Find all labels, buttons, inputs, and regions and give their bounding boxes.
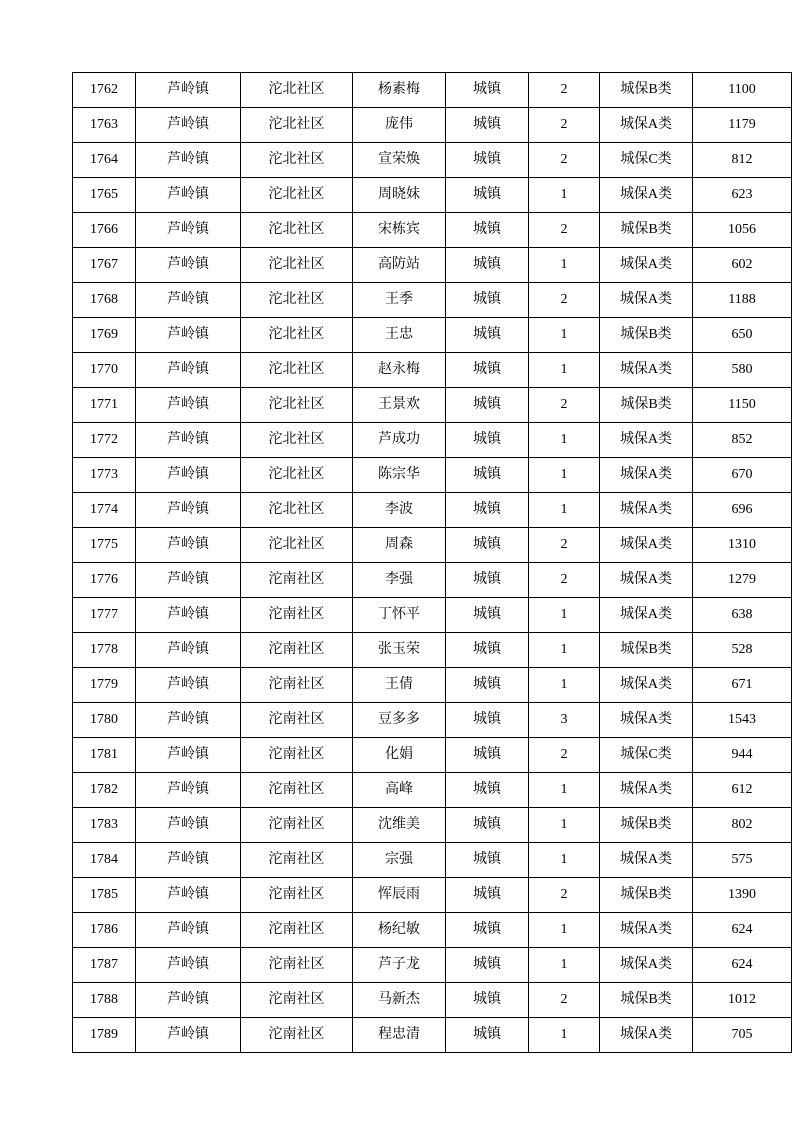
- table-cell: 802: [693, 808, 792, 843]
- table-row: [73, 248, 792, 283]
- table-cell: 城保A类: [600, 913, 693, 948]
- table-cell: 1781: [73, 738, 136, 773]
- table-row: [73, 108, 792, 143]
- table-cell: 696: [693, 493, 792, 528]
- table-cell: 2: [529, 143, 600, 178]
- beneficiary-table: [72, 72, 792, 1053]
- table-row: [73, 913, 792, 948]
- table-cell: 1056: [693, 213, 792, 248]
- table-cell: 城镇: [446, 493, 529, 528]
- table-cell: 1: [529, 248, 600, 283]
- table-row: [73, 668, 792, 703]
- table-cell: 城镇: [446, 73, 529, 108]
- table-cell: 芦岭镇: [136, 493, 241, 528]
- table-cell: 沈维美: [353, 808, 446, 843]
- table-cell: 城保B类: [600, 983, 693, 1018]
- table-cell: 芦岭镇: [136, 388, 241, 423]
- table-cell: 恽辰雨: [353, 878, 446, 913]
- table-cell: 城镇: [446, 283, 529, 318]
- table-cell: 城镇: [446, 703, 529, 738]
- table-cell: 1012: [693, 983, 792, 1018]
- table-cell: 城镇: [446, 1018, 529, 1053]
- table-cell: 1: [529, 598, 600, 633]
- table-cell: 1: [529, 178, 600, 213]
- table-cell: 1779: [73, 668, 136, 703]
- table-cell: 李强: [353, 563, 446, 598]
- table-cell: 沱南社区: [241, 878, 353, 913]
- table-cell: 2: [529, 73, 600, 108]
- table-cell: 沱北社区: [241, 143, 353, 178]
- table-cell: 1769: [73, 318, 136, 353]
- table-row: [73, 493, 792, 528]
- table-cell: 沱南社区: [241, 913, 353, 948]
- table-cell: 1100: [693, 73, 792, 108]
- table-cell: 1310: [693, 528, 792, 563]
- table-row: [73, 948, 792, 983]
- table-row: [73, 983, 792, 1018]
- table-cell: 城镇: [446, 948, 529, 983]
- table-cell: 城保B类: [600, 878, 693, 913]
- table-cell: 1787: [73, 948, 136, 983]
- table-cell: 城保A类: [600, 948, 693, 983]
- table-row: [73, 353, 792, 388]
- table-cell: 赵永梅: [353, 353, 446, 388]
- table-cell: 芦岭镇: [136, 528, 241, 563]
- table-cell: 沱南社区: [241, 563, 353, 598]
- table-cell: 1780: [73, 703, 136, 738]
- table-row: [73, 878, 792, 913]
- table-cell: 城镇: [446, 598, 529, 633]
- table-cell: 陈宗华: [353, 458, 446, 493]
- table-cell: 芦岭镇: [136, 423, 241, 458]
- table-cell: 1188: [693, 283, 792, 318]
- table-cell: 1765: [73, 178, 136, 213]
- table-cell: 城镇: [446, 773, 529, 808]
- table-cell: 芦岭镇: [136, 178, 241, 213]
- table-cell: 芦岭镇: [136, 738, 241, 773]
- table-cell: 城镇: [446, 738, 529, 773]
- table-cell: 芦岭镇: [136, 458, 241, 493]
- table-row: [73, 773, 792, 808]
- table-cell: 沱北社区: [241, 493, 353, 528]
- table-cell: 1179: [693, 108, 792, 143]
- table-row: [73, 738, 792, 773]
- table-cell: 沱北社区: [241, 178, 353, 213]
- table-cell: 城保B类: [600, 73, 693, 108]
- table-cell: 852: [693, 423, 792, 458]
- table-cell: 城镇: [446, 633, 529, 668]
- table-cell: 沱南社区: [241, 773, 353, 808]
- table-cell: 高防站: [353, 248, 446, 283]
- table-cell: 城保A类: [600, 178, 693, 213]
- table-cell: 城保A类: [600, 248, 693, 283]
- table-cell: 城保A类: [600, 423, 693, 458]
- table-cell: 城镇: [446, 843, 529, 878]
- table-cell: 沱南社区: [241, 983, 353, 1018]
- table-cell: 沱北社区: [241, 423, 353, 458]
- table-cell: 城镇: [446, 808, 529, 843]
- table-row: [73, 563, 792, 598]
- table-cell: 城保A类: [600, 773, 693, 808]
- table-cell: 芦岭镇: [136, 598, 241, 633]
- table-cell: 1: [529, 913, 600, 948]
- table-cell: 1777: [73, 598, 136, 633]
- table-cell: 671: [693, 668, 792, 703]
- table-cell: 1: [529, 423, 600, 458]
- table-cell: 2: [529, 738, 600, 773]
- table-cell: 程忠清: [353, 1018, 446, 1053]
- table-cell: 580: [693, 353, 792, 388]
- table-cell: 芦岭镇: [136, 773, 241, 808]
- table-cell: 1784: [73, 843, 136, 878]
- table-cell: 城镇: [446, 213, 529, 248]
- table-cell: 宗强: [353, 843, 446, 878]
- table-cell: 1: [529, 843, 600, 878]
- table-cell: 城保A类: [600, 598, 693, 633]
- table-cell: 沱北社区: [241, 283, 353, 318]
- table-cell: 城镇: [446, 318, 529, 353]
- table-cell: 705: [693, 1018, 792, 1053]
- table-cell: 沱南社区: [241, 738, 353, 773]
- table-cell: 城镇: [446, 563, 529, 598]
- table-cell: 芦岭镇: [136, 213, 241, 248]
- table-cell: 1279: [693, 563, 792, 598]
- table-cell: 沱北社区: [241, 318, 353, 353]
- table-cell: 1770: [73, 353, 136, 388]
- table-cell: 芦岭镇: [136, 353, 241, 388]
- table-cell: 芦岭镇: [136, 248, 241, 283]
- table-cell: 670: [693, 458, 792, 493]
- table-cell: 马新杰: [353, 983, 446, 1018]
- table-cell: 城保C类: [600, 143, 693, 178]
- table-cell: 沱南社区: [241, 598, 353, 633]
- table-cell: 芦成功: [353, 423, 446, 458]
- table-cell: 芦岭镇: [136, 633, 241, 668]
- table-cell: 2: [529, 283, 600, 318]
- table-row: [73, 703, 792, 738]
- table-cell: 沱北社区: [241, 73, 353, 108]
- table-cell: 612: [693, 773, 792, 808]
- table-cell: 1771: [73, 388, 136, 423]
- table-cell: 芦岭镇: [136, 668, 241, 703]
- table-cell: 王倩: [353, 668, 446, 703]
- table-cell: 芦岭镇: [136, 703, 241, 738]
- table-cell: 1: [529, 458, 600, 493]
- table-cell: 沱北社区: [241, 528, 353, 563]
- table-cell: 芦岭镇: [136, 878, 241, 913]
- table-cell: 城保A类: [600, 1018, 693, 1053]
- table-row: [73, 423, 792, 458]
- table-cell: 沱北社区: [241, 388, 353, 423]
- table-cell: 芦岭镇: [136, 1018, 241, 1053]
- table-cell: 1543: [693, 703, 792, 738]
- table-cell: 城保B类: [600, 388, 693, 423]
- table-cell: 芦岭镇: [136, 563, 241, 598]
- table-cell: 1772: [73, 423, 136, 458]
- table-cell: 1: [529, 808, 600, 843]
- table-cell: 城镇: [446, 178, 529, 213]
- table-cell: 沱南社区: [241, 633, 353, 668]
- table-cell: 周森: [353, 528, 446, 563]
- table-row: [73, 143, 792, 178]
- table-row: [73, 633, 792, 668]
- table-cell: 沱北社区: [241, 213, 353, 248]
- table-cell: 3: [529, 703, 600, 738]
- table-row: [73, 388, 792, 423]
- table-cell: 1767: [73, 248, 136, 283]
- table-cell: 1766: [73, 213, 136, 248]
- table-cell: 沱南社区: [241, 668, 353, 703]
- table-row: [73, 318, 792, 353]
- table-cell: 化娟: [353, 738, 446, 773]
- table-cell: 1768: [73, 283, 136, 318]
- table-row: [73, 73, 792, 108]
- table-cell: 1: [529, 668, 600, 703]
- table-cell: 芦岭镇: [136, 283, 241, 318]
- table-cell: 1774: [73, 493, 136, 528]
- table-cell: 1: [529, 948, 600, 983]
- table-cell: 1762: [73, 73, 136, 108]
- table-cell: 张玉荣: [353, 633, 446, 668]
- table-cell: 650: [693, 318, 792, 353]
- table-cell: 城保C类: [600, 738, 693, 773]
- table-cell: 城镇: [446, 108, 529, 143]
- table-cell: 575: [693, 843, 792, 878]
- table-cell: 624: [693, 948, 792, 983]
- table-cell: 芦岭镇: [136, 318, 241, 353]
- table-cell: 2: [529, 388, 600, 423]
- table-cell: 城镇: [446, 423, 529, 458]
- table-row: [73, 808, 792, 843]
- table-cell: 城保A类: [600, 843, 693, 878]
- table-cell: 城保A类: [600, 458, 693, 493]
- table-cell: 623: [693, 178, 792, 213]
- table-cell: 1763: [73, 108, 136, 143]
- table-cell: 624: [693, 913, 792, 948]
- table-cell: 沱北社区: [241, 248, 353, 283]
- table-cell: 1778: [73, 633, 136, 668]
- table-row: [73, 1018, 792, 1053]
- table-cell: 城镇: [446, 388, 529, 423]
- table-cell: 1785: [73, 878, 136, 913]
- table-cell: 1783: [73, 808, 136, 843]
- table-cell: 杨纪敏: [353, 913, 446, 948]
- table-cell: 城保B类: [600, 808, 693, 843]
- table-cell: 芦岭镇: [136, 948, 241, 983]
- table-cell: 2: [529, 983, 600, 1018]
- table-cell: 芦岭镇: [136, 843, 241, 878]
- table-cell: 沱南社区: [241, 808, 353, 843]
- table-cell: 2: [529, 563, 600, 598]
- table-cell: 城保A类: [600, 108, 693, 143]
- table-cell: 城镇: [446, 668, 529, 703]
- table-cell: 沱南社区: [241, 948, 353, 983]
- table-cell: 芦岭镇: [136, 108, 241, 143]
- table-cell: 2: [529, 528, 600, 563]
- table-cell: 城镇: [446, 458, 529, 493]
- table-cell: 1764: [73, 143, 136, 178]
- table-cell: 芦子龙: [353, 948, 446, 983]
- table-cell: 王忠: [353, 318, 446, 353]
- table-cell: 王季: [353, 283, 446, 318]
- table-cell: 1786: [73, 913, 136, 948]
- table-cell: 城镇: [446, 528, 529, 563]
- table-cell: 1: [529, 773, 600, 808]
- table-cell: 周晓妹: [353, 178, 446, 213]
- table-cell: 芦岭镇: [136, 808, 241, 843]
- table-cell: 1788: [73, 983, 136, 1018]
- table-cell: 1775: [73, 528, 136, 563]
- table-cell: 宋栋宾: [353, 213, 446, 248]
- table-cell: 城镇: [446, 878, 529, 913]
- table-cell: 1150: [693, 388, 792, 423]
- table-cell: 1773: [73, 458, 136, 493]
- table-cell: 528: [693, 633, 792, 668]
- table-body: [73, 73, 792, 1053]
- table-cell: 李波: [353, 493, 446, 528]
- table-cell: 602: [693, 248, 792, 283]
- table-cell: 1776: [73, 563, 136, 598]
- table-cell: 城保A类: [600, 353, 693, 388]
- table-cell: 1: [529, 633, 600, 668]
- table-cell: 芦岭镇: [136, 143, 241, 178]
- table-row: [73, 458, 792, 493]
- table-cell: 1390: [693, 878, 792, 913]
- table-row: [73, 843, 792, 878]
- table-cell: 城保B类: [600, 318, 693, 353]
- table-cell: 城保A类: [600, 283, 693, 318]
- table-cell: 944: [693, 738, 792, 773]
- table-row: [73, 598, 792, 633]
- table-row: [73, 528, 792, 563]
- table-cell: 2: [529, 213, 600, 248]
- table-cell: 高峰: [353, 773, 446, 808]
- table-cell: 1789: [73, 1018, 136, 1053]
- table-cell: 638: [693, 598, 792, 633]
- table-cell: 沱南社区: [241, 1018, 353, 1053]
- table-cell: 城镇: [446, 983, 529, 1018]
- table-cell: 城镇: [446, 248, 529, 283]
- table-row: [73, 178, 792, 213]
- table-cell: 城保B类: [600, 633, 693, 668]
- table-cell: 1: [529, 318, 600, 353]
- table-row: [73, 283, 792, 318]
- table-cell: 城保B类: [600, 213, 693, 248]
- table-cell: 城镇: [446, 143, 529, 178]
- table-cell: 城镇: [446, 353, 529, 388]
- table-cell: 城保A类: [600, 563, 693, 598]
- table-cell: 宣荣焕: [353, 143, 446, 178]
- table-cell: 沱北社区: [241, 458, 353, 493]
- table-cell: 1782: [73, 773, 136, 808]
- table-cell: 庞伟: [353, 108, 446, 143]
- table-cell: 沱南社区: [241, 703, 353, 738]
- table-cell: 城保A类: [600, 528, 693, 563]
- table-cell: 城保A类: [600, 703, 693, 738]
- table-cell: 2: [529, 108, 600, 143]
- table-cell: 沱南社区: [241, 843, 353, 878]
- table-cell: 王景欢: [353, 388, 446, 423]
- table-row: [73, 213, 792, 248]
- table-cell: 812: [693, 143, 792, 178]
- table-cell: 2: [529, 878, 600, 913]
- table-cell: 丁怀平: [353, 598, 446, 633]
- table-cell: 芦岭镇: [136, 73, 241, 108]
- table-cell: 芦岭镇: [136, 913, 241, 948]
- table-cell: 1: [529, 353, 600, 388]
- table-cell: 芦岭镇: [136, 983, 241, 1018]
- table-cell: 1: [529, 1018, 600, 1053]
- table-cell: 城保A类: [600, 668, 693, 703]
- table-cell: 城保A类: [600, 493, 693, 528]
- table-cell: 杨素梅: [353, 73, 446, 108]
- table-cell: 1: [529, 493, 600, 528]
- table-cell: 豆多多: [353, 703, 446, 738]
- table-cell: 沱北社区: [241, 108, 353, 143]
- table-cell: 沱北社区: [241, 353, 353, 388]
- table-cell: 城镇: [446, 913, 529, 948]
